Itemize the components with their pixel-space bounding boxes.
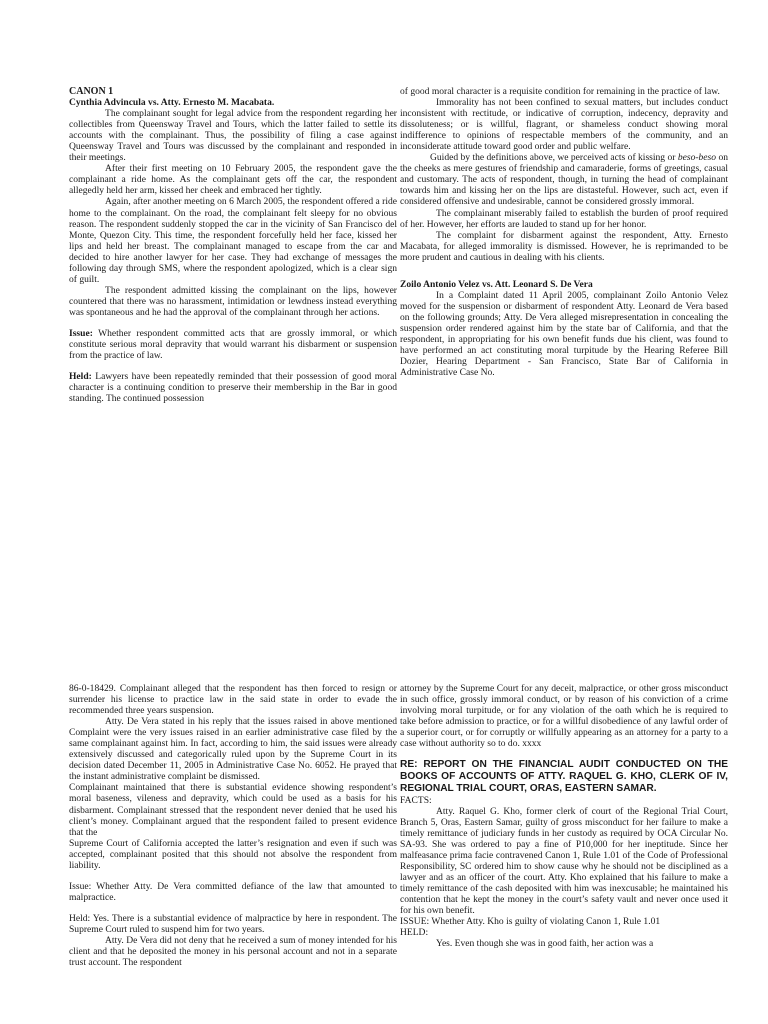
paragraph: Complainant maintained that there is substantial evidence showing respondent’s moral baseness, vileness and depravity, which could be used as a basis for his disbarment. Complainant stressed that the respondent never denied that he used his client’s money. Complainant argued that the respondent failed to present evidence that the [69, 782, 397, 838]
text-span: on the cheeks as mere gestures of friendship and camaraderie, forms of greetings, casual and customary. The acts of respondent, though, in turning the head of complainant towards him and kissing her on the lips are distasteful. However, such act, even if considered offensive and undesirable, cannot be considered grossly immoral. [400, 152, 729, 208]
held-label: HELD: [400, 927, 429, 939]
top-left-column [69, 86, 397, 404]
paragraph: Atty. De Vera did not deny that he received a sum of money intended for his client and that he deposited the money in his personal account and not in a separate trust account. The respondent [69, 934, 397, 969]
paragraph: The complainant miserably failed to establish the burden of proof required of her. However, her efforts are lauded to stand up for her honor. [400, 207, 728, 230]
text-span: Guided by the definitions above, we perceived acts of kissing or [430, 152, 678, 164]
paragraph: Yes. Even though she was in good faith, her action was a [436, 938, 654, 950]
paragraph: Again, after another meeting on 6 March 2005, the respondent offered a ride home to the complainant. On the road, the complainant felt sleepy for no obvious reason. The respondent suddenly stopped the car in the vicinity of San Francisco del Monte, Quezon City. This time, the respondent forcefully held her face, kissed her lips and held her breast. The complainant managed to escape from the car and decided to hire another lawyer for her case. They had exchange of messages the following day through SMS, where the respondent apologized, which is a clear sign of guilt. [69, 196, 397, 285]
bottom-left-column [69, 683, 397, 968]
italic-term: beso-beso [677, 152, 717, 164]
issue-line: ISSUE: Whether Atty. Kho is guilty of violating Canon 1, Rule 1.01 [400, 916, 661, 928]
case-title-velez: Zoilo Antonio Velez vs. Att. Leonard S. De Vera [400, 278, 593, 290]
issue-text: Whether respondent committed acts that are grossly immoral, or which constitute serious moral depravity that would warrant his disbarment or suspension from the practice of law. [69, 327, 397, 362]
case-title-advincula: Cynthia Advincula vs. Atty. Ernesto M. Macabata. [69, 97, 275, 109]
top-right-column [400, 86, 728, 378]
paragraph [400, 152, 728, 207]
held-paragraph: Held: Yes. There is a substantial evidence of malpractice by here in respondent. The Supreme Court ruled to suspend him for two years. [69, 912, 397, 935]
paragraph: Atty. De Vera stated in his reply that the issues raised in above mentioned Complaint were the very issues raised in an earlier administrative case filed by the same complainant against him. In fact, according to him, the said issues were already extensively discussed and categorically ruled upon by the Supreme Court in its decision dated December 11, 2005 in Administrative Case No. 6052. He prayed that the instant administrative complaint be dismissed. [69, 716, 397, 783]
issue-paragraph: Issue: Whether Atty. De Vera committed defiance of the law that amounted to malpractice. [69, 880, 397, 903]
facts-label: FACTS: [400, 794, 432, 806]
paragraph: of good moral character is a requisite condition for remaining in the practice of law. [400, 86, 720, 97]
case-title-kho: RE: REPORT ON THE FINANCIAL AUDIT CONDUCTED ON THE BOOKS OF ACCOUNTS OF ATTY. RAQUEL G. KHO, CLERK OF IV, REGIONAL TRIAL COURT, ORAS, EASTERN SAMAR. [400, 759, 728, 794]
paragraph: Supreme Court of California accepted the latter’s resignation and even if such was accepted, complainant posited that this should not absolve the respondent from liability. [69, 837, 397, 871]
paragraph: 86-0-18429. Complainant alleged that the respondent has then forced to resign or surrender his license to practice law in the said state in order to evade the recommended three years suspension. [69, 683, 397, 717]
paragraph: The complainant sought for legal advice from the respondent regarding her collectibles from Queensway Travel and Tours, which the latter failed to settle its accounts with the complainant. Thus, the possibility of filing a case against Queensway Travel and Tours was discussed by the complainant and responded in their meetings. [69, 108, 397, 164]
paragraph: The complaint for disbarment against the respondent, Atty. Ernesto Macabata, for alleged immorality is dismissed. However, he is reprimanded to be more prudent and cautious in dealing with his clients. [400, 229, 728, 263]
paragraph: attorney by the Supreme Court for any deceit, malpractice, or other gross misconduct in such office, grossly immoral conduct, or by reason of his conviction of a crime involving moral turpitude, or for any violation of the oath which he is required to take before admission to practice, or for a willful disobedience of any lawful order of a superior court, or for corruptly or willfully appearing as an attorney for a party to a case without authority so to do. xxxx [400, 683, 728, 750]
issue-paragraph [69, 328, 397, 361]
paragraph: The respondent admitted kissing the complainant on the lips, however countered that there was no harassment, intimidation or lewdness instead everything was spontaneous and he had the approval of the complainant through her actions. [69, 284, 397, 318]
canon-heading: CANON 1 [69, 86, 114, 97]
held-text: Lawyers have been repeatedly reminded that their possession of good moral character is a continuing condition to preserve their membership in the Bar in good standing. The continued possession [69, 371, 397, 405]
held-paragraph [69, 371, 397, 404]
bottom-right-column [400, 683, 728, 949]
paragraph: Immorality has not been confined to sexual matters, but includes conduct inconsistent with rectitude, or indicative of corruption, indecency, depravity and dissoluteness; or is willful, flagrant, or shameless conduct showing moral indifference to opinions of respectable members of the community, and an inconsiderate attitude toward good order and public welfare. [400, 97, 728, 153]
paragraph: After their first meeting on 10 February 2005, the respondent gave the complainant a ride home. As the complainant gets off the car, the respondent allegedly held her arm, kissed her cheek and embraced her tightly. [69, 163, 397, 197]
paragraph: Atty. Raquel G. Kho, former clerk of court of the Regional Trial Court, Branch 5, Oras, Eastern Samar, guilty of gross misconduct for her failure to make a timely remittance of judiciary funds in her custody as required by OCA Circular No. SA-93. She was ordered to pay a fine of P10,000 for her ineptitude. Since her malfeasance prima facie contravened Canon 1, Rule 1.01 of the Code of Professional Responsibility, SC ordered him to show cause why he should not be disciplined as a lawyer and as an officer of the court. Atty. Kho explained that his failure to make a timely remittance of the cash deposited with him was inexcusable; he maintained his contention that he kept the money in the court’s safety vault and never once used it for his own benefit. [400, 805, 728, 917]
paragraph: In a Complaint dated 11 April 2005, complainant Zoilo Antonio Velez moved for the suspension or disbarment of respondent Atty. Leonard de Vera based on the following grounds; Atty. De Vera alleged misrepresentation in concealing the suspension order rendered against him by the state bar of California, and that the respondent, in appropriating for his own benefit funds due his client, was found to have performed an act constituting moral turpitude by the Hearing Referee Bill Dozier, Hearing Department - San Francisco, State Bar of California in Administrative Case No. [400, 289, 728, 379]
issue-label: Issue: [69, 327, 93, 339]
held-label: Held: [69, 371, 92, 383]
